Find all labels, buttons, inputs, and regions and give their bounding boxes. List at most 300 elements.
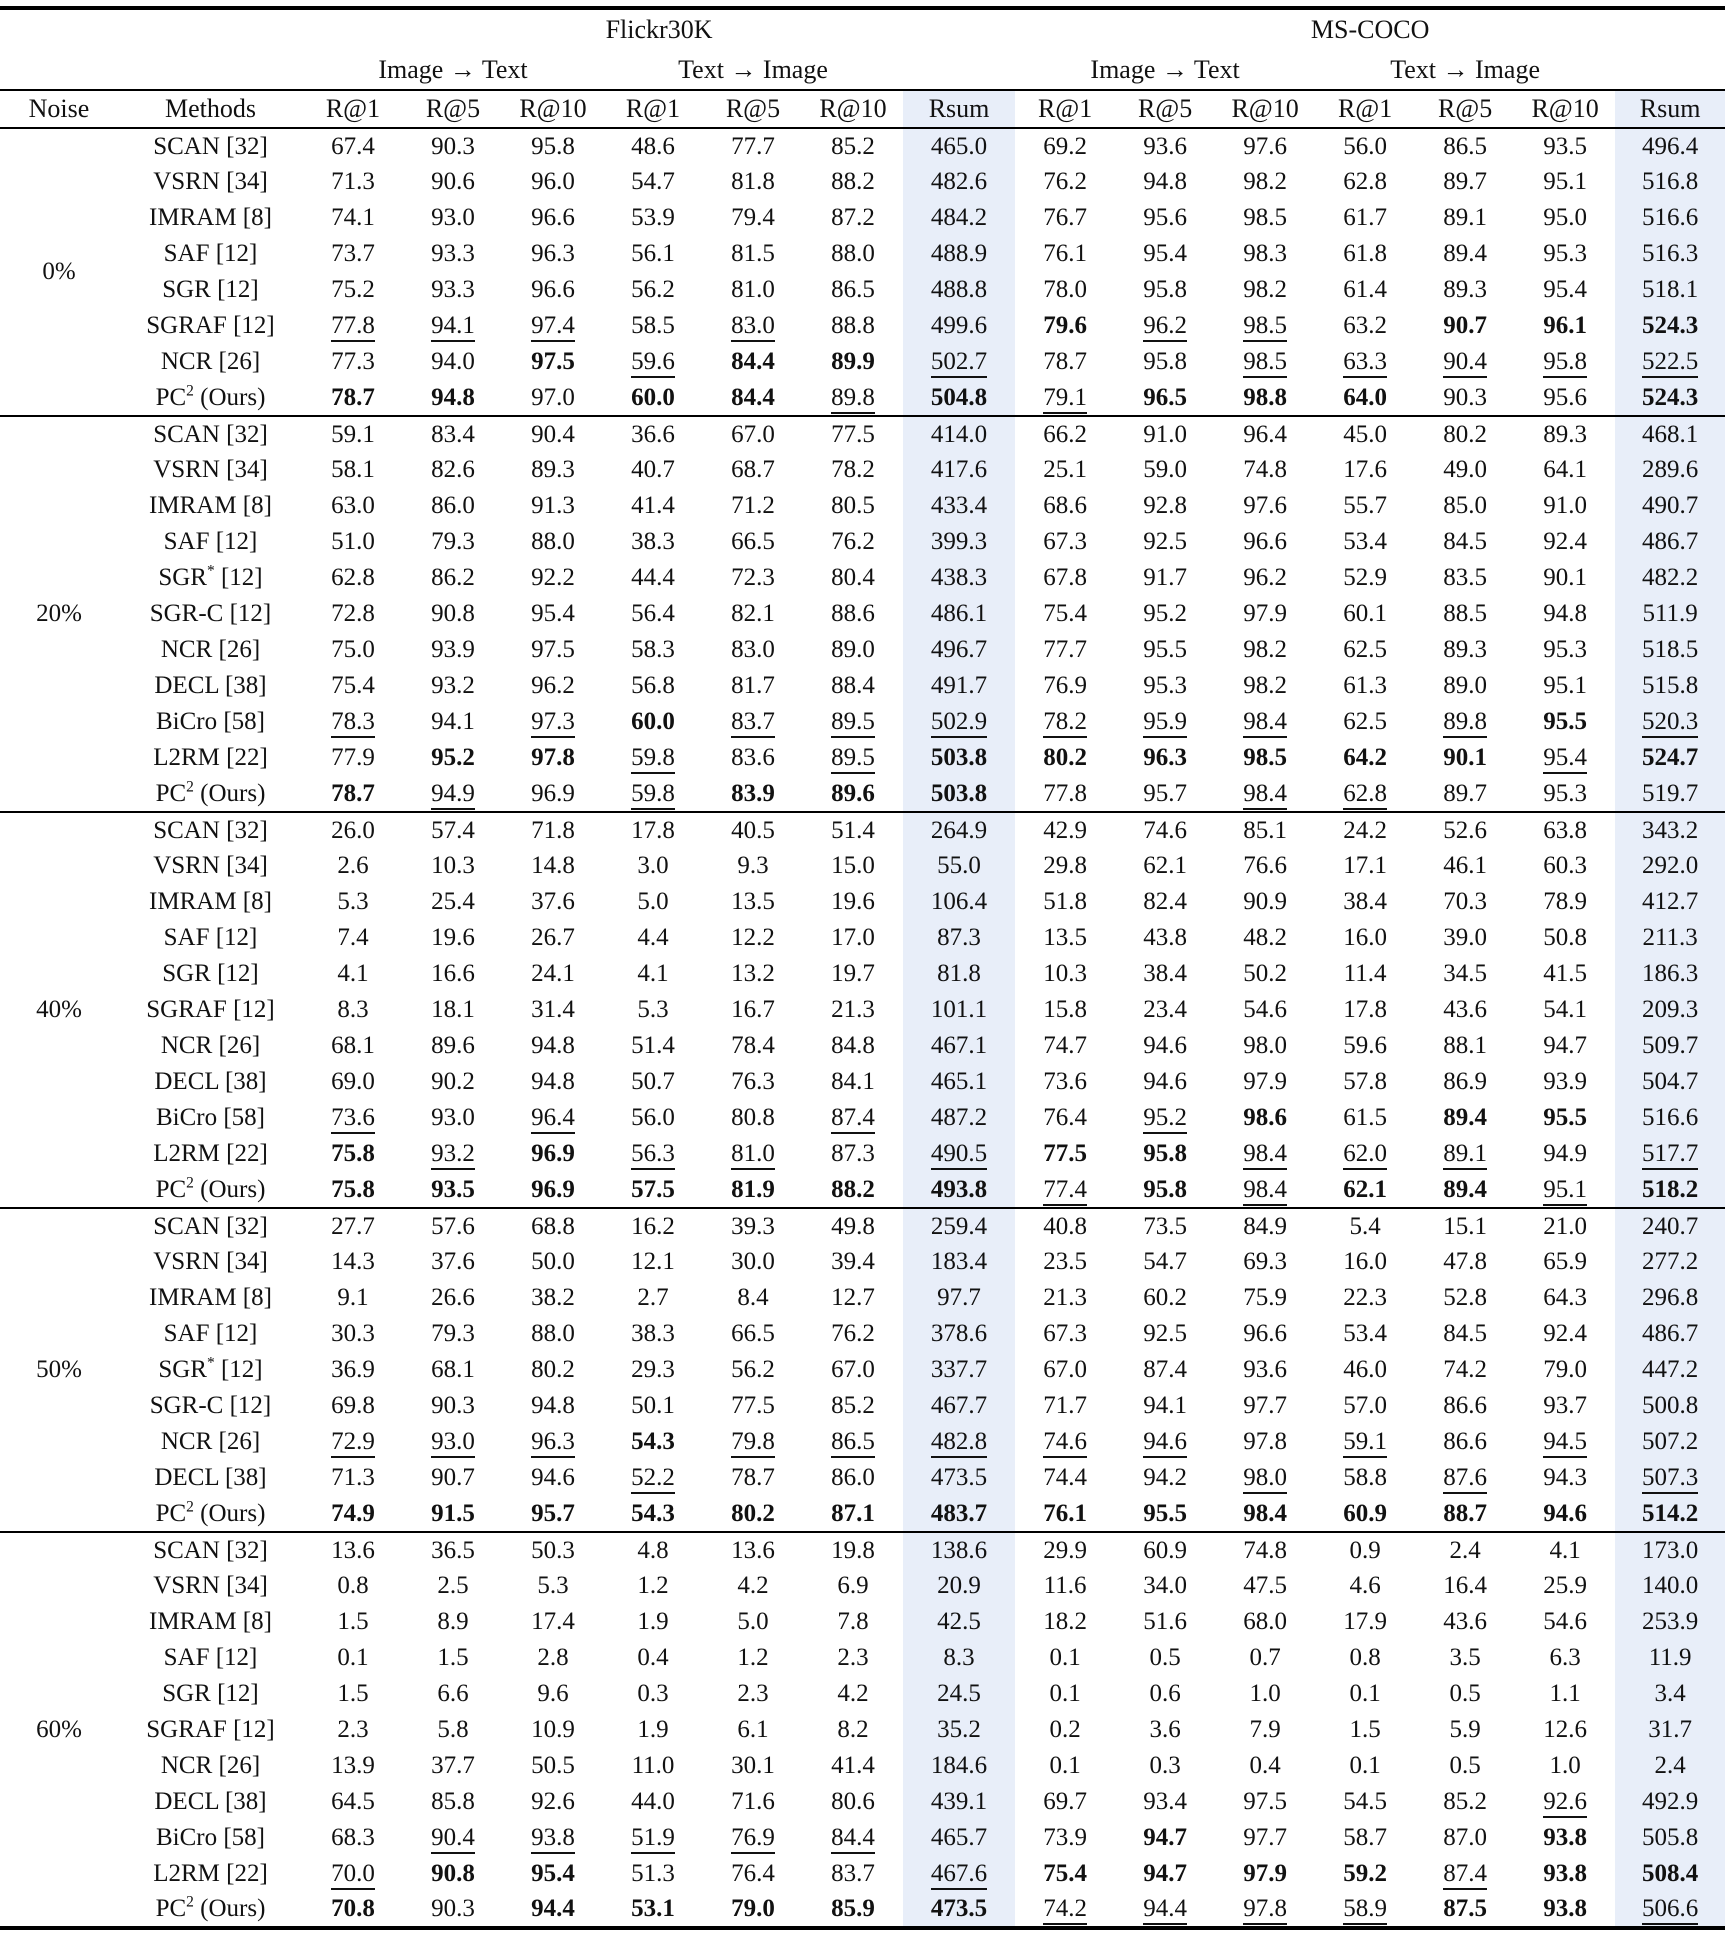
metric-value: 30.1 [731,1752,775,1779]
metric-value: 17.9 [1343,1608,1387,1635]
metric-value: 46.0 [1343,1356,1387,1383]
metric-value: 5.8 [437,1716,469,1743]
column-header-methods: Methods [118,90,303,128]
metric-value: 94.8 [531,1392,575,1419]
metric-value: 88.0 [531,1320,575,1347]
metric-value: 51.6 [1143,1608,1187,1635]
method-name: DECL [38] [154,672,267,699]
metric-value: 518.5 [1615,632,1725,668]
metric-value: 1.2 [637,1572,669,1599]
metric-value: 44.0 [631,1788,675,1815]
metric-value: 88.2 [831,1175,875,1203]
metric-value: 5.3 [637,996,669,1023]
metric-value: 59.6 [1343,1032,1387,1059]
method-name: BiCro [58] [155,1824,266,1851]
metric-value: 11.6 [1043,1572,1087,1599]
second-best-underline: 59.6 [631,348,675,378]
metric-value: 81.7 [731,672,775,699]
metric-value: 84.4 [731,348,775,375]
table-row [0,1316,1725,1352]
metric-value: 43.8 [1143,924,1187,951]
metric-value: 47.5 [1243,1572,1287,1599]
metric-value: 72.8 [331,600,375,627]
second-best-underline: 522.5 [1642,348,1698,378]
metric-value: 8.9 [437,1608,469,1635]
metric-value: 62.5 [1343,636,1387,663]
metric-value: 93.3 [431,276,475,303]
metric-value: 482.2 [1615,560,1725,596]
metric-value: 292.0 [1615,848,1725,884]
table-row [0,740,1725,776]
metric-value: 106.4 [903,884,1015,920]
metric-value [903,1136,1015,1172]
method-name: $PC^2$ (Ours) [155,1893,266,1922]
metric-value: 0.6 [1149,1680,1181,1707]
metric-value: 80.8 [731,1104,775,1131]
metric-value: 83.9 [731,779,775,807]
metric-value: 23.5 [1043,1248,1087,1275]
metric-value: 60.2 [1143,1284,1187,1311]
column-header-r10: R@10 [1515,90,1615,128]
metric-value: 50.1 [631,1392,675,1419]
metric-value: 37.7 [431,1752,475,1779]
metric-value: 75.4 [1043,1860,1087,1887]
metric-value: 240.7 [1615,1208,1725,1244]
metric-value: 95.8 [1143,348,1187,375]
second-best-underline: 59.1 [1343,1428,1387,1458]
metric-value: 16.7 [731,996,775,1023]
metric-value: 6.1 [737,1716,769,1743]
metric-value: 95.7 [1143,779,1187,807]
column-header-r10: R@10 [1215,90,1315,128]
metric-value [1315,776,1415,812]
metric-value [1615,704,1725,740]
metric-value: 60.0 [631,383,675,411]
metric-value: 92.4 [1543,528,1587,555]
second-best-underline: 87.4 [1443,1860,1487,1890]
metric-value: 0.1 [1049,1752,1081,1779]
metric-value: 71.3 [331,168,375,195]
method-name: SCAN [32] [118,416,303,452]
metric-value: 515.8 [1615,668,1725,704]
metric-value [1215,1460,1315,1496]
metric-value [1015,380,1115,416]
metric-value: 5.3 [337,888,369,915]
metric-value: 85.8 [431,1788,475,1815]
second-best-underline: 52.2 [631,1464,675,1494]
second-best-underline: 58.9 [1343,1895,1387,1925]
metric-value: 81.8 [903,956,1015,992]
metric-value: 16.2 [603,1208,703,1244]
metric-value: 9.6 [537,1680,569,1707]
metric-value: 97.9 [1243,1068,1287,1095]
metric-value: 87.4 [1143,1356,1187,1383]
metric-value: 51.4 [631,1032,675,1059]
metric-value: 89.7 [1443,168,1487,195]
metric-value: 12.2 [731,924,775,951]
metric-value: 80.2 [1415,416,1515,452]
metric-value: 62.8 [1343,168,1387,195]
dataset-header-mscoco: MS-COCO [1310,15,1430,45]
metric-value [603,776,703,812]
metric-value: 97.9 [1243,600,1287,627]
metric-value: 2.7 [637,1284,669,1311]
metric-value: 12.7 [831,1284,875,1311]
method-name: NCR [26] [160,1752,261,1779]
second-best-underline: 94.4 [1143,1895,1187,1925]
table-row [0,1460,1725,1496]
metric-value: 96.2 [531,672,575,699]
metric-value: 89.6 [431,1032,475,1059]
second-best-underline: 96.3 [531,1428,575,1458]
metric-value: 87.3 [903,920,1015,956]
metric-value: 93.6 [1115,128,1215,164]
metric-value: 96.6 [531,204,575,231]
metric-value: 524.3 [1615,308,1725,344]
metric-value [1415,1136,1515,1172]
metric-value: 94.6 [1543,1499,1587,1527]
metric-value: 96.6 [1243,528,1287,555]
direction-header-flickr-image-to-text: Image → Text [303,50,603,90]
metric-value: 84.5 [1443,1320,1487,1347]
metric-value: 83.4 [403,416,503,452]
second-best-underline: 502.9 [931,708,987,738]
metric-value: 3.4 [1615,1676,1725,1712]
metric-value: 90.4 [503,416,603,452]
method-name: NCR [26] [160,636,261,663]
metric-value: 378.6 [903,1316,1015,1352]
metric-value: 66.5 [731,528,775,555]
column-header-rsum: Rsum [1615,90,1725,128]
metric-value: 98.0 [1243,1032,1287,1059]
metric-value: 337.7 [903,1352,1015,1388]
metric-value: 1.5 [437,1644,469,1671]
noise-level-label: 0% [0,128,118,416]
metric-value: 40.8 [1015,1208,1115,1244]
metric-value: 19.6 [831,888,875,915]
metric-value: 50.0 [531,1248,575,1275]
metric-value [1015,1892,1115,1928]
metric-value: 96.3 [531,240,575,267]
metric-value: 15.8 [1043,996,1087,1023]
metric-value: 78.7 [731,1464,775,1491]
metric-value: 48.6 [603,128,703,164]
metric-value: 516.6 [1615,200,1725,236]
metric-value: 96.0 [531,168,575,195]
metric-value: 67.0 [1043,1356,1087,1383]
metric-value: 94.3 [1543,1464,1587,1491]
table-row [0,848,1725,884]
metric-value: 54.6 [1543,1608,1587,1635]
metric-value: 4.1 [337,960,369,987]
method-name: SGR [12] [162,276,259,303]
metric-value: 67.4 [303,128,403,164]
metric-value: 14.3 [331,1248,375,1275]
metric-value: 34.0 [1143,1572,1187,1599]
table-row [0,308,1725,344]
metric-value: 54.3 [631,1499,675,1527]
dataset-header-row [0,8,1725,50]
metric-value: 56.2 [631,276,675,303]
metric-value: 0.1 [337,1644,369,1671]
second-best-underline: 98.4 [1243,780,1287,810]
method-name: SGR [12] [162,1680,259,1707]
metric-value: 38.4 [1343,888,1387,915]
metric-value: 86.6 [1443,1392,1487,1419]
second-best-underline: 490.5 [931,1140,987,1170]
metric-value [903,1856,1015,1892]
metric-value: 68.1 [331,1032,375,1059]
table-row [0,128,1725,164]
metric-value: 92.5 [1143,1320,1187,1347]
metric-value: 11.4 [1343,960,1387,987]
metric-value: 93.5 [431,1175,475,1203]
table-row [0,1280,1725,1316]
metric-value: 49.8 [803,1208,903,1244]
metric-value: 86.5 [831,276,875,303]
method-name: DECL [38] [154,1068,267,1095]
metric-value: 54.6 [1243,996,1287,1023]
table-row [0,416,1725,452]
metric-value: 0.5 [1449,1680,1481,1707]
metric-value: 95.6 [1543,383,1587,411]
metric-value: 5.4 [1315,1208,1415,1244]
metric-value: 211.3 [1615,920,1725,956]
second-best-underline: 98.4 [1243,1176,1287,1206]
metric-value: 496.7 [903,632,1015,668]
metric-value: 30.3 [331,1320,375,1347]
metric-value: 45.0 [1315,416,1415,452]
metric-value: 59.1 [303,416,403,452]
metric-value: 90.1 [1543,564,1587,591]
metric-value: 80.2 [731,1499,775,1527]
method-name: SCAN [32] [118,1532,303,1568]
column-header-row [0,90,1725,128]
metric-value: 77.8 [1043,779,1087,807]
metric-value: 73.6 [1043,1068,1087,1095]
metric-value: 53.1 [631,1895,675,1922]
metric-value [1515,344,1615,380]
metric-value [403,776,503,812]
metric-value: 53.9 [631,204,675,231]
second-best-underline: 87.4 [831,1104,875,1134]
second-best-underline: 77.4 [1043,1176,1087,1206]
table-row [0,704,1725,740]
metric-value: 31.4 [531,996,575,1023]
metric-value: 56.8 [631,672,675,699]
metric-value: 52.6 [1415,812,1515,848]
second-best-underline: 95.8 [1543,348,1587,378]
metric-value: 183.4 [903,1244,1015,1280]
metric-value [903,344,1015,380]
metric-value: 21.3 [1043,1284,1087,1311]
metric-value: 91.0 [1115,416,1215,452]
metric-value: 93.8 [1543,1895,1587,1922]
metric-value: 399.3 [903,524,1015,560]
method-name: SGR* [12] [158,1354,263,1383]
method-name: SGR* [12] [158,562,263,591]
second-best-underline: 74.2 [1043,1895,1087,1925]
metric-value: 77.5 [731,1392,775,1419]
metric-value: 4.1 [1515,1532,1615,1568]
metric-value: 496.4 [1615,128,1725,164]
metric-value: 90.3 [1443,383,1487,411]
direction-header-coco-image-to-text: Image → Text [1015,50,1315,90]
metric-value [1315,1136,1415,1172]
metric-value: 3.0 [637,852,669,879]
table-row [0,1172,1725,1208]
metric-value: 81.0 [731,276,775,303]
metric-value: 21.3 [831,996,875,1023]
method-name: L2RM [22] [153,1860,268,1887]
metric-value: 19.7 [831,960,875,987]
second-best-underline: 83.0 [731,312,775,342]
metric-value: 93.9 [1543,1068,1587,1095]
metric-value: 16.4 [1443,1572,1487,1599]
table-row [0,596,1725,632]
metric-value [1315,1424,1415,1460]
second-best-underline: 62.0 [1343,1140,1387,1170]
metric-value: 74.4 [1043,1464,1087,1491]
metric-value: 50.5 [531,1752,575,1779]
metric-value: 93.6 [1243,1356,1287,1383]
metric-value: 25.1 [1043,456,1087,483]
metric-value [1215,1136,1315,1172]
metric-value: 83.6 [731,744,775,771]
table-row [0,1388,1725,1424]
metric-value: 59.0 [1143,456,1187,483]
metric-value: 92.5 [1143,528,1187,555]
metric-value: 55.7 [1343,492,1387,519]
metric-value: 95.5 [1543,708,1587,735]
metric-value: 3.6 [1149,1716,1181,1743]
metric-value: 97.5 [1243,1788,1287,1815]
metric-value: 23.4 [1143,996,1187,1023]
metric-value: 95.3 [1543,779,1587,807]
metric-value: 56.0 [631,1104,675,1131]
metric-value: 184.6 [903,1748,1015,1784]
second-best-underline: 96.2 [1143,312,1187,342]
metric-value: 19.8 [803,1532,903,1568]
noise-level-label: 60% [0,1532,118,1928]
method-name: SGRAF [12] [146,1716,275,1743]
metric-value: 101.1 [903,992,1015,1028]
metric-value [1415,1856,1515,1892]
metric-value: 6.6 [437,1680,469,1707]
metric-value: 79.4 [731,204,775,231]
metric-value: 72.3 [731,564,775,591]
metric-value: 90.2 [431,1068,475,1095]
metric-value: 95.0 [1543,204,1587,231]
metric-value: 61.5 [1343,1104,1387,1131]
method-name: BiCro [58] [155,708,266,735]
metric-value: 98.5 [1243,204,1287,231]
metric-value: 414.0 [903,416,1015,452]
second-best-underline: 90.4 [1443,348,1487,378]
metric-value [803,380,903,416]
method-name: IMRAM [8] [149,204,272,231]
metric-value: 71.7 [1043,1392,1087,1419]
metric-value: 40.7 [631,456,675,483]
metric-value: 75.4 [1043,600,1087,627]
metric-value: 1.0 [1549,1752,1581,1779]
metric-value: 67.0 [703,416,803,452]
table-row [0,884,1725,920]
metric-value: 91.0 [1543,492,1587,519]
metric-value: 93.8 [1543,1860,1587,1887]
metric-value: 473.5 [903,1460,1015,1496]
metric-value: 507.2 [1615,1424,1725,1460]
metric-value: 64.5 [331,1788,375,1815]
metric-value [1115,1892,1215,1928]
metric-value: 34.5 [1443,960,1487,987]
metric-value: 41.5 [1543,960,1587,987]
metric-value: 500.8 [1615,1388,1725,1424]
metric-value: 504.7 [1615,1064,1725,1100]
metric-value: 74.1 [331,204,375,231]
metric-value: 98.8 [1243,383,1287,411]
metric-value: 85.2 [831,1392,875,1419]
metric-value: 47.8 [1443,1248,1487,1275]
table-row [0,488,1725,524]
metric-value: 519.7 [1615,776,1725,812]
table-row [0,1856,1725,1892]
direction-header-coco-text-to-image: Text → Image [1315,50,1615,90]
metric-value: 499.6 [903,308,1015,344]
second-best-underline: 95.1 [1543,1176,1587,1206]
metric-value: 97.6 [1215,128,1315,164]
table-row [0,1892,1725,1928]
metric-value: 77.5 [1043,1140,1087,1167]
metric-value: 58.3 [631,636,675,663]
metric-value: 76.7 [1043,204,1087,231]
method-name: $PC^2$ (Ours) [155,1174,266,1203]
metric-value: 13.6 [703,1532,803,1568]
metric-value: 94.1 [431,708,475,735]
metric-value: 76.2 [1043,168,1087,195]
metric-value [1115,704,1215,740]
metric-value: 50.8 [1543,924,1587,951]
retrieval-results-table [0,6,1725,1930]
metric-value [1015,1424,1115,1460]
metric-value [403,1136,503,1172]
metric-value: 86.0 [831,1464,875,1491]
metric-value: 81.8 [731,168,775,195]
table-row [0,1712,1725,1748]
metric-value: 7.4 [337,924,369,951]
metric-value: 17.8 [603,812,703,848]
second-best-underline: 517.7 [1642,1140,1698,1170]
metric-value: 97.7 [903,1280,1015,1316]
metric-value: 0.5 [1149,1644,1181,1671]
metric-value: 438.3 [903,560,1015,596]
metric-value: 343.2 [1615,812,1725,848]
method-name: L2RM [22] [153,1140,268,1167]
metric-value: 0.8 [1349,1644,1381,1671]
table-row [0,236,1725,272]
metric-value: 4.2 [737,1572,769,1599]
metric-value: 84.4 [731,383,775,411]
metric-value: 412.7 [1615,884,1725,920]
metric-value: 26.6 [431,1284,475,1311]
method-name: SGR [12] [162,960,259,987]
metric-value: 89.4 [1443,240,1487,267]
metric-value: 68.8 [503,1208,603,1244]
metric-value: 2.8 [537,1644,569,1671]
metric-value: 69.8 [331,1392,375,1419]
method-name: VSRN [34] [153,168,268,195]
method-name: SGR-C [12] [149,600,272,627]
